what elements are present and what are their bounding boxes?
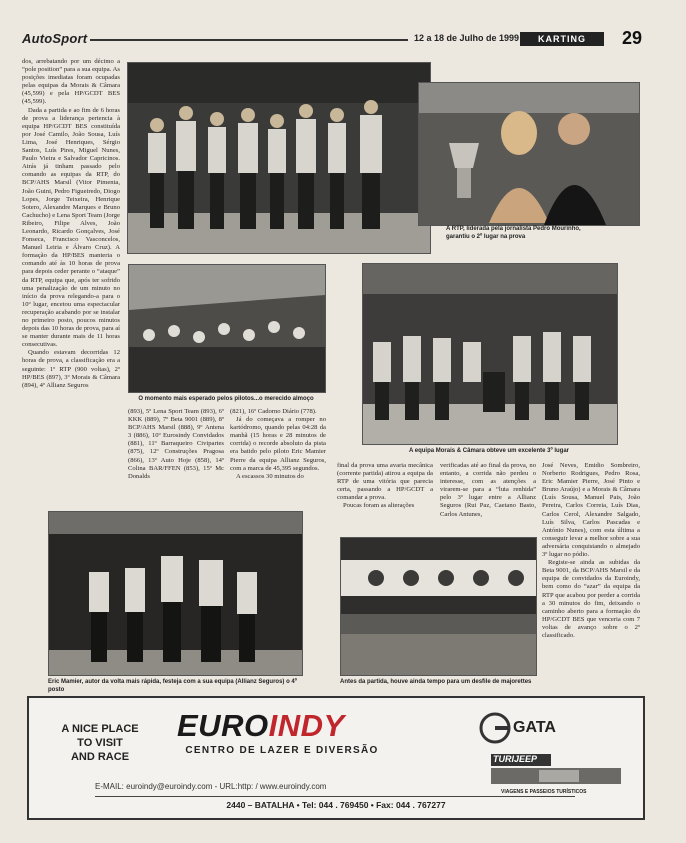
paragraph: (821), 16º Cadorno Diário (778). bbox=[230, 408, 317, 415]
paragraph: verificadas até ao final da prova, no entanto, a corrida não perdeu o interesse, com as atenções a virarem-se para a “luta renhida” pelo 3º lugar entre a Allianz Seguros (Rui Paz, Caetano Basto, Carlos Antunes, bbox=[440, 462, 536, 518]
magazine-logo: AutoSport bbox=[22, 31, 88, 46]
article-column-4 bbox=[337, 462, 433, 522]
photo-morais-team-image bbox=[363, 264, 617, 444]
paragraph: dos, arrebatando por um décimo a “pole position” para a sua equipa. As posições imediatas foram ocupadas pelas equipas da Morais & Câmara (45,599) e pela HP/GCDT BES (45,599). bbox=[22, 58, 120, 106]
gata-name: GATA bbox=[513, 719, 556, 736]
paragraph: Registe-se ainda as subidas da Beta 9001, da BCP/AHS Marsil e da equipa de convidados da Euroindy, bem como do “azar” da equipa da RTP que acabou por perder a corrida a 30 minutos do fim, deixando o caminho aberto para a formação do HP/GCDT BES que venceria com 7 voltas de avanço sobre o 2º classificado. bbox=[542, 559, 640, 639]
photo-race-start-image bbox=[341, 538, 536, 675]
photo-crowd-lunch bbox=[128, 264, 326, 393]
ad-tagline-line: A NICE PLACE bbox=[61, 723, 139, 735]
caption-crowd: O momento mais esperado pelos pilotos...o merecido almoço bbox=[138, 396, 314, 402]
caption-eric: Eric Mamier, autor da volta mais rápida, festeja com a sua equipa (Allianz Seguros) o 4º posto bbox=[48, 679, 297, 693]
paragraph: A escassos 30 minutos do bbox=[236, 472, 304, 480]
ad-phone-contact: 2440 – BATALHA • Tel: 044 . 769450 • Fax: 044 . 767277 bbox=[226, 800, 446, 810]
turijeep-label: TURIJEEP bbox=[493, 754, 538, 764]
ad-web-contact: E-MAIL: euroindy@euroindy.com - URL:http: / www.euroindy.com bbox=[95, 782, 327, 791]
ad-tagline bbox=[45, 722, 155, 764]
paragraph: José Neves, Emidio Sombreiro, Norberto Rodrigues, Pedro Rosa, Eric Mamier Pierre, José Pinto e Bruno Araújo) e a Morais & Câmara (Luís Sousa, Manuel Pais, João Pereira, Carlos Correia, Luís Dias, Carlos Cerol, Alexandre Salgado, Luís Silva, Carlos Pascadas e António Nunes), com esta última a conseguir levar a melhor sobre a sua adversária conquistando o almejado 3º lugar no pódio. bbox=[542, 462, 640, 559]
euroindy-advertisement bbox=[27, 696, 645, 820]
gata-tagline: VIAGENS E PASSEIOS TURÍSTICOS bbox=[501, 789, 587, 795]
header-rule bbox=[90, 39, 408, 41]
ad-subtitle: CENTRO DE LAZER E DIVERSÃO bbox=[185, 745, 379, 756]
paragraph: Já do começava a romper no kartódromo, quando pelas 04:28 da manhã (15 horas e 28 minutos de corrida) o recorde absoluto da pista era batido pelo piloto Eric Mamier Pierre da equipa Allianz Seguros, com a marca de 45,395 segundos. bbox=[230, 416, 326, 472]
article-column-5 bbox=[440, 462, 536, 522]
section-label: KARTING bbox=[520, 32, 604, 46]
caption-morais: A equipa Morais & Câmara obteve um excelente 3º lugar bbox=[408, 448, 570, 454]
ad-divider bbox=[95, 796, 575, 797]
brand-first: EURO bbox=[177, 708, 269, 743]
photo-team-lineup bbox=[127, 62, 431, 254]
paragraph: final da prova uma avaria mecânica (corrente partida) atirou a equipa da RTP de uma vitória que parecia certa, passando a HP/GCDT a comandar a prova. bbox=[337, 462, 433, 502]
photo-eric-celebration-image bbox=[49, 512, 302, 675]
caption-start: Antes da partida, houve ainda tempo para um desfile de majorettes bbox=[340, 679, 532, 685]
article-column-2 bbox=[128, 408, 224, 500]
euroindy-logo bbox=[177, 708, 345, 744]
ad-tagline-line: AND RACE bbox=[70, 751, 130, 763]
paragraph: Poucas foram as alterações bbox=[343, 502, 415, 510]
photo-crowd-lunch-image bbox=[129, 265, 325, 392]
gata-logo-box bbox=[479, 708, 629, 795]
article-column-3 bbox=[230, 408, 326, 500]
brand-second: INDY bbox=[268, 708, 345, 743]
paragraph: Dada a partida e ao fim de 6 horas de prova a liderança pertencia à equipa HP/GCDT BES constituída por José Camilo, João Sousa, Luís Lima, José Henriques, Sérgio Santos, Luís Pires, Miguel Nunes, Paulo Vieira e Salvador Capricinos. Atrás já tinham passado pelo comando as equipas da RTP, do BCP/AHS Marsil (Vitor Pimenta, João Guini, Pedro Figueiredo, Diogo Lopes, Jorge Teixeira, Henrique Sotero, Alexandre Marques e Bruno Cachucho) e Lena Sport Team (Jorge Ribeiro, Filipe Alves, João Leonardo, Ricardo Gonçalves, José Fonseca, Francisco Vasconcelos, Manuel Leiria e Álvaro Cruz). A formação da HP/BES manteria o comando até às 10 horas de prova para depois ceder perante o “ataque” da RTP, equipa que, após ter sofrido uma penalização de um minuto no início da prova relegando-a para o 10º lugar, encetou uma espectacular recuperação acabando por se instalar no primeiro posto, poucos minutos depois das 10 horas de prova, para aí se manter durante mais de 11 horas consecutivas. bbox=[22, 106, 120, 349]
photo-team-lineup-image bbox=[128, 63, 430, 253]
ad-tagline-line: TO VISIT bbox=[77, 737, 123, 749]
page-number: 29 bbox=[622, 28, 643, 48]
issue-date: 12 a 18 de Julho de 1999 bbox=[414, 33, 520, 43]
photo-eric-celebration bbox=[48, 511, 303, 676]
article-column-6 bbox=[542, 462, 640, 687]
photo-rtp-trophy bbox=[418, 82, 640, 226]
paragraph: (893), 5º Lena Sport Team (893), 6º KKK (889), 7º Beta 9001 (889), 8º BCP/AHS Marsil (888), 9º Antena 3 (886), 10º Eurosindy Convidados (881), 11º Barraqueiro Civipartes (875), 12º Construções Pragosa (866), 13º Auto Hoje (858), 14º Colina BAR/FFEN (853), 15º Mc Donalds bbox=[128, 408, 224, 480]
photo-morais-team bbox=[362, 263, 618, 445]
article-column-1 bbox=[22, 58, 120, 508]
caption-rtp: A RTP, liderada pela jornalista Pedro Mourinho, garantiu o 2º lugar na prova bbox=[446, 226, 581, 240]
photo-rtp-trophy-image bbox=[419, 83, 639, 225]
photo-race-start bbox=[340, 537, 537, 676]
paragraph: Quando estavam decorridas 12 horas de prova, a classificação era a seguinte: 1º RTP (900 voltas), 2º HP/BES (897), 3º Morais & Câmara (894), 4º Allianz Seguros bbox=[22, 349, 120, 389]
